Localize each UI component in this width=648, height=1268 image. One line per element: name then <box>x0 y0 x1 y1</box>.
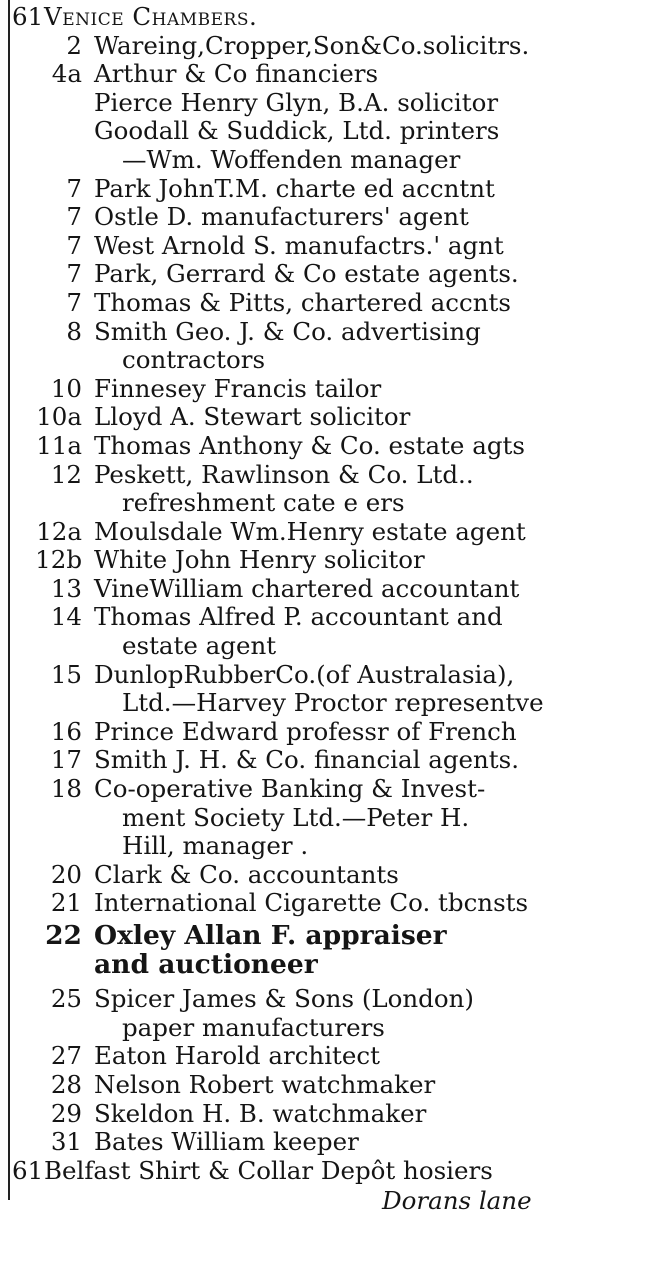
directory-line <box>12 889 638 918</box>
house-number: 15 <box>50 659 82 689</box>
directory-line <box>12 1128 638 1157</box>
house-number: 10 <box>50 373 82 403</box>
house-number: 17 <box>50 745 82 775</box>
entry-text: VineWilliam chartered accountant <box>94 573 520 603</box>
entry-text: Smith Geo. J. & Co. advertising <box>94 316 481 346</box>
house-number: 8 <box>66 316 82 346</box>
house-number: 7 <box>66 202 82 232</box>
entry-text: Co-operative Banking & Invest- <box>94 774 486 804</box>
house-number: 61 <box>12 2 44 31</box>
directory-line <box>12 603 638 632</box>
directory-line <box>12 575 638 604</box>
house-number: 7 <box>66 173 82 203</box>
directory-line <box>12 746 638 775</box>
entry-text: Wareing,Cropper,Son&Co.solicitrs. <box>94 30 530 60</box>
entry-text: Eaton Harold architect <box>94 1041 380 1071</box>
directory-line <box>12 175 638 204</box>
entry-text: Skeldon H. B. watchmaker <box>94 1098 427 1128</box>
directory-line <box>12 1042 638 1071</box>
directory-line <box>12 489 638 518</box>
entry-text: Bates William keeper <box>94 1127 359 1157</box>
entry-text: Prince Edward professr of French <box>94 716 517 746</box>
house-number: 25 <box>50 984 82 1014</box>
house-number: 21 <box>50 888 82 918</box>
entry-text: Clark & Co. accountants <box>94 859 399 889</box>
directory-line <box>12 832 638 861</box>
entry-text: Ltd.—Harvey Proctor representve <box>122 688 544 718</box>
entry-text: paper manufacturers <box>122 1012 385 1042</box>
directory-line <box>12 461 638 490</box>
entry-text: Arthur & Co financiers <box>94 59 379 89</box>
house-number: 12 <box>50 459 82 489</box>
column-rule <box>8 0 10 1200</box>
entry-text: DunlopRubberCo.(of Australasia), <box>94 659 515 689</box>
directory-line <box>12 632 638 661</box>
house-number: 22 <box>45 920 82 951</box>
entry-text: Pierce Henry Glyn, B.A. solicitor <box>94 87 499 117</box>
directory-line <box>12 948 638 980</box>
directory-line <box>12 518 638 547</box>
entry-text: Smith J. H. & Co. financial agents. <box>94 745 520 775</box>
directory-line <box>12 146 638 175</box>
house-number: 16 <box>50 716 82 746</box>
house-number: 4a <box>51 59 82 89</box>
entry-text: Park, Gerrard & Co estate agents. <box>94 259 519 289</box>
directory-line <box>12 117 638 146</box>
directory-line <box>12 804 638 833</box>
directory-line <box>12 546 638 575</box>
directory-column <box>12 3 638 1216</box>
directory-line <box>12 32 638 61</box>
directory-line <box>12 689 638 718</box>
directory-line <box>12 1014 638 1043</box>
house-number: 7 <box>66 259 82 289</box>
directory-line <box>12 661 638 690</box>
entry-text: White John Henry solicitor <box>94 545 425 575</box>
house-number: 20 <box>50 859 82 889</box>
directory-line <box>12 1157 638 1186</box>
entry-text: and auctioneer <box>94 948 318 980</box>
street-name: Dorans lane <box>382 1186 532 1216</box>
entry-text: International Cigarette Co. tbcnsts <box>94 888 529 918</box>
house-number: 31 <box>50 1127 82 1157</box>
directory-line <box>12 861 638 890</box>
house-number: 12b <box>35 545 82 575</box>
house-number: 12a <box>36 516 82 546</box>
entry-text: Peskett, Rawlinson & Co. Ltd.. <box>94 459 474 489</box>
entry-text: Hill, manager . <box>122 831 309 861</box>
house-number: 61 <box>12 1155 44 1185</box>
entry-text: Park JohnT.M. charte ed accntnt <box>94 173 495 203</box>
directory-line <box>12 432 638 461</box>
house-number: 29 <box>50 1098 82 1128</box>
entry-text: estate agent <box>122 631 277 661</box>
entry-text: Nelson Robert watchmaker <box>94 1069 436 1099</box>
entry-text: Belfast Shirt & Collar Depôt hosiers <box>44 1155 493 1185</box>
entry-text: Thomas Anthony & Co. estate agts <box>94 430 525 460</box>
entry-text: Lloyd A. Stewart solicitor <box>94 402 411 432</box>
directory-line <box>12 3 638 32</box>
directory-line <box>12 318 638 347</box>
house-number: 7 <box>66 287 82 317</box>
house-number: 27 <box>50 1041 82 1071</box>
directory-line <box>12 89 638 118</box>
directory-line <box>12 1100 638 1129</box>
directory-line <box>12 346 638 375</box>
entry-text: Moulsdale Wm.Henry estate agent <box>94 516 526 546</box>
directory-line <box>12 60 638 89</box>
directory-line <box>12 289 638 318</box>
directory-line <box>12 1187 638 1216</box>
directory-line <box>12 403 638 432</box>
entry-text: Spicer James & Sons (London) <box>94 984 474 1014</box>
directory-line <box>12 922 638 951</box>
directory-line <box>12 260 638 289</box>
house-number: 10a <box>36 402 82 432</box>
entry-text: ment Society Ltd.—Peter H. <box>122 802 470 832</box>
directory-line <box>12 775 638 804</box>
house-number: 18 <box>50 774 82 804</box>
entry-text: Finnesey Francis tailor <box>94 373 382 403</box>
entry-text: refreshment cate e ers <box>122 488 405 518</box>
directory-line <box>12 718 638 747</box>
house-number: 2 <box>66 30 82 60</box>
house-number: 11a <box>36 430 82 460</box>
entry-text: West Arnold S. manufactrs.' agnt <box>94 230 504 260</box>
house-number: 13 <box>50 573 82 603</box>
entry-text: Venice Chambers. <box>44 2 258 31</box>
directory-line <box>12 985 638 1014</box>
directory-line <box>12 1071 638 1100</box>
house-number: 28 <box>50 1069 82 1099</box>
entry-text: Oxley Allan F. appraiser <box>94 920 447 951</box>
directory-line <box>12 203 638 232</box>
entry-text: Goodall & Suddick, Ltd. printers <box>94 116 500 146</box>
entry-text: Thomas Alfred P. accountant and <box>94 602 503 632</box>
entry-text: —Wm. Woffenden manager <box>122 144 461 174</box>
entry-text: Thomas & Pitts, chartered accnts <box>94 287 511 317</box>
entry-text: contractors <box>122 345 266 375</box>
directory-line <box>12 375 638 404</box>
house-number: 14 <box>50 602 82 632</box>
directory-line <box>12 232 638 261</box>
entry-text: Ostle D. manufacturers' agent <box>94 202 469 232</box>
house-number: 7 <box>66 230 82 260</box>
